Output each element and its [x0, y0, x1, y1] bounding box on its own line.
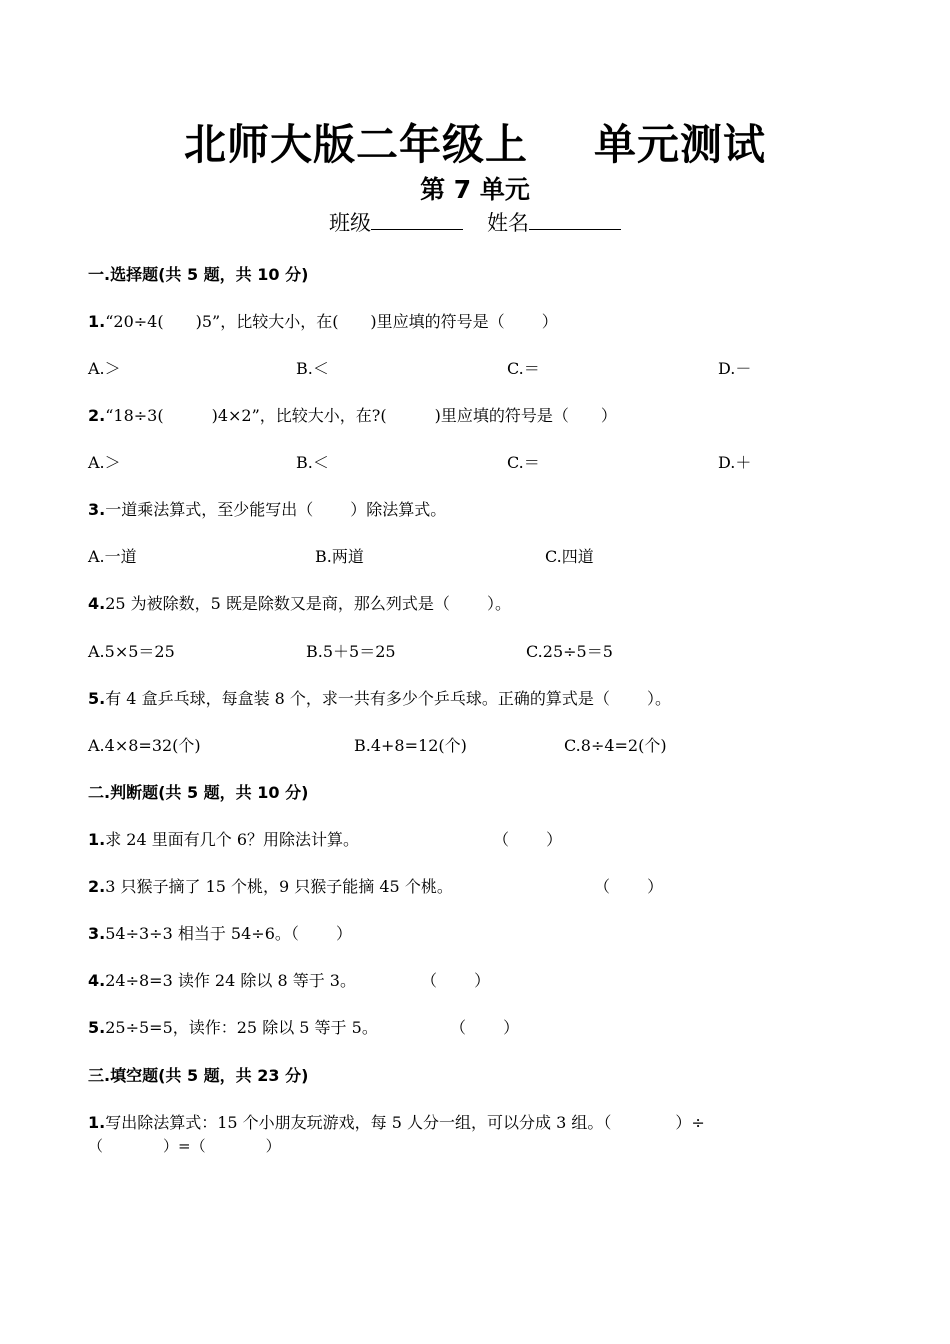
fill-question-1: 1.写出除法算式：15 个小朋友玩游戏，每 5 人分一组，可以分成 3 组。（ ）÷ — [88, 1113, 705, 1132]
option-a[interactable]: A.4×8=32(个) — [88, 736, 201, 755]
option-b[interactable]: B.4+8=12(个) — [354, 736, 467, 755]
choice-question-4: 4.25 为被除数，5 既是除数又是商，那么列式是（ ）。 — [88, 594, 512, 613]
answer-bracket[interactable]: （ ） — [450, 1018, 520, 1037]
name-blank[interactable] — [529, 211, 621, 230]
class-blank[interactable] — [371, 211, 463, 230]
option-b[interactable]: B.＜ — [296, 359, 329, 378]
option-c[interactable]: C.四道 — [545, 547, 594, 566]
option-a[interactable]: A.5×5＝25 — [88, 642, 175, 661]
title-part-2: 单元测试 — [594, 120, 767, 169]
judge-question-5: 5.25÷5=5，读作：25 除以 5 等于 5。 — [88, 1018, 378, 1037]
choice-question-5: 5.有 4 盒乒乓球，每盒装 8 个，求一共有多少个乒乓球。正确的算式是（ ）。 — [88, 689, 672, 708]
class-label: 班级 — [329, 211, 371, 235]
page-title — [0, 112, 950, 172]
option-a[interactable]: A.一道 — [88, 547, 137, 566]
option-c[interactable]: C.25÷5＝5 — [526, 642, 613, 661]
option-c[interactable]: C.＝ — [507, 453, 540, 472]
choice-question-3: 3.一道乘法算式，至少能写出（ ）除法算式。 — [88, 500, 447, 519]
option-d[interactable]: D.－ — [718, 359, 752, 378]
answer-bracket[interactable]: （ ） — [421, 971, 491, 990]
option-d[interactable]: D.＋ — [718, 453, 752, 472]
judge-question-3: 3.54÷3÷3 相当于 54÷6。（ ） — [88, 924, 352, 943]
option-b[interactable]: B.5＋5＝25 — [306, 642, 396, 661]
choice-question-1: 1.“20÷4( )5”，比较大小，在( )里应填的符号是（ ） — [88, 312, 558, 331]
section-heading-fill: 三.填空题(共 5 题，共 23 分) — [88, 1066, 309, 1085]
answer-bracket[interactable]: （ ） — [493, 830, 563, 849]
title-part-1: 北师大版二年级上 — [183, 120, 528, 169]
option-a[interactable]: A.＞ — [88, 453, 121, 472]
option-b[interactable]: B.＜ — [296, 453, 329, 472]
unit-subtitle: 第 7 单元 — [420, 175, 530, 204]
section-heading-judgement: 二.判断题(共 5 题，共 10 分) — [88, 783, 309, 802]
answer-bracket[interactable]: （ ） — [594, 877, 664, 896]
judge-question-4: 4.24÷8=3 读作 24 除以 8 等于 3。 — [88, 971, 356, 990]
judge-question-2: 2.3 只猴子摘了 15 个桃，9 只猴子能摘 45 个桃。 — [88, 877, 453, 896]
choice-question-2: 2.“18÷3( )4×2”，比较大小，在?( )里应填的符号是（ ） — [88, 406, 617, 425]
judge-question-1: 1.求 24 里面有几个 6？用除法计算。 — [88, 830, 360, 849]
name-label: 姓名 — [487, 211, 529, 235]
option-c[interactable]: C.＝ — [507, 359, 540, 378]
option-b[interactable]: B.两道 — [315, 547, 364, 566]
fill-question-1-line2[interactable]: （ ）=（ ） — [88, 1137, 281, 1155]
student-info-line — [0, 207, 950, 237]
section-heading-choice: 一.选择题(共 5 题，共 10 分) — [88, 265, 309, 284]
option-a[interactable]: A.＞ — [88, 359, 121, 378]
option-c[interactable]: C.8÷4=2(个) — [564, 736, 667, 755]
